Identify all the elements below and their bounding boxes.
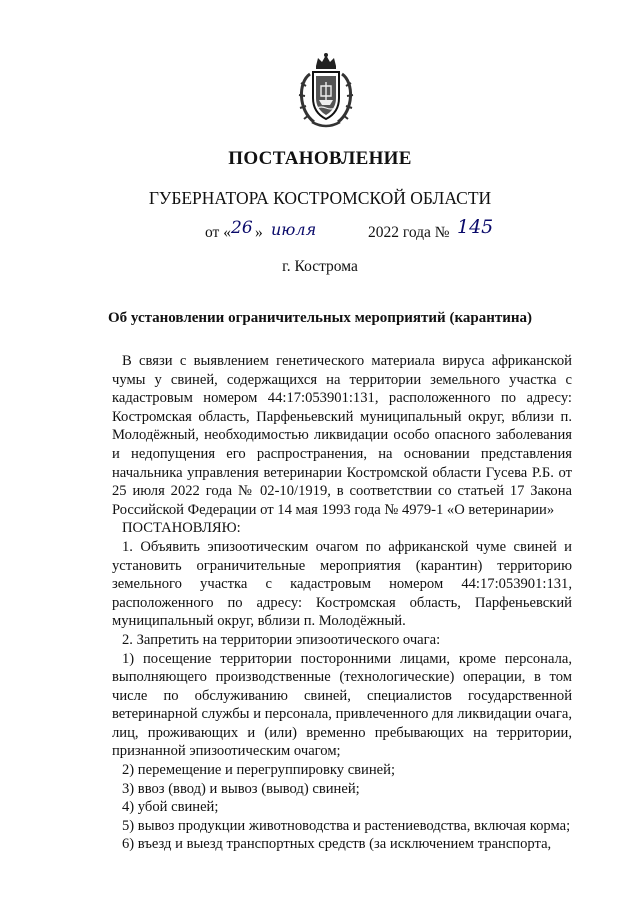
- subclause-3: 3) ввоз (ввод) и вывоз (вывод) свиней;: [122, 780, 360, 797]
- date-line: [205, 218, 525, 248]
- document-number-handwritten: 145: [457, 216, 494, 238]
- date-month-handwritten: июля: [271, 220, 317, 239]
- date-day-handwritten: 26: [231, 218, 253, 238]
- date-year: 2022 года №: [368, 224, 450, 241]
- subclause-1: 1) посещение территории посторонними лицами, кроме персонала, выполняющего производственные (технологические) операции, в том числе по обслуживанию свиней, специалистов государственной ветеринарной службы и персонала, привлеченного для ликвидации очага, лиц, проживающих и (или) временно пребывающих на территории, признанной эпизоотическим очагом;: [112, 650, 572, 760]
- clause-1: 1. Объявить эпизоотическим очагом по африканской чуме свиней и установить ограничительные мероприятия (карантин) территорию земельного участка с кадастровым номером 44:17:053901:131, расположенного по адресу: Костромская область, Парфеньевский муниципальный округ, вблизи п. Молодёжный.: [112, 538, 572, 630]
- subclause-4: 4) убой свиней;: [122, 799, 219, 816]
- kostroma-coat-of-arms-icon: [296, 52, 356, 130]
- preamble-paragraph: В связи с выявлением генетического материала вируса африканской чумы у свиней, содержащихся на территории земельного участка с кадастровым номером 44:17:053901:131, расположенного по адресу: Костромская область, Парфеньевский муниципальный округ, вблизи п. Молодёжный, необходимостью ликвидации особо опасного заболевания и недопущения его распространения, на основании представления начальника управления ветеринарии Костромской области Гусева Р.Б. от 25 июля 2022 года № 02-10/1919, в соответствии со статьей 17 Закона Российской Федерации от 14 мая 1993 года № 4979-1 «О ветеринарии»: [112, 353, 572, 518]
- document-body: [112, 352, 572, 854]
- subclause-5: 5) вывоз продукции животноводства и растениеводства, включая корма;: [122, 817, 571, 834]
- city: г. Кострома: [282, 258, 358, 275]
- clause-2: 2. Запретить на территории эпизоотического очага:: [122, 631, 441, 648]
- document-subtitle: ГУБЕРНАТОРА КОСТРОМСКОЙ ОБЛАСТИ: [148, 188, 492, 208]
- document-heading: Об установлении ограничительных мероприятий (карантина): [107, 310, 532, 326]
- document-title: ПОСТАНОВЛЕНИЕ: [228, 148, 412, 169]
- decree-keyword: ПОСТАНОВЛЯЮ:: [122, 520, 241, 537]
- date-mid: »: [255, 224, 263, 241]
- date-prefix: от «: [205, 224, 231, 241]
- subclause-2: 2) перемещение и перегруппировку свиней;: [122, 762, 396, 779]
- subclause-6: 6) въезд и выезд транспортных средств (за исключением транспорта,: [122, 836, 552, 853]
